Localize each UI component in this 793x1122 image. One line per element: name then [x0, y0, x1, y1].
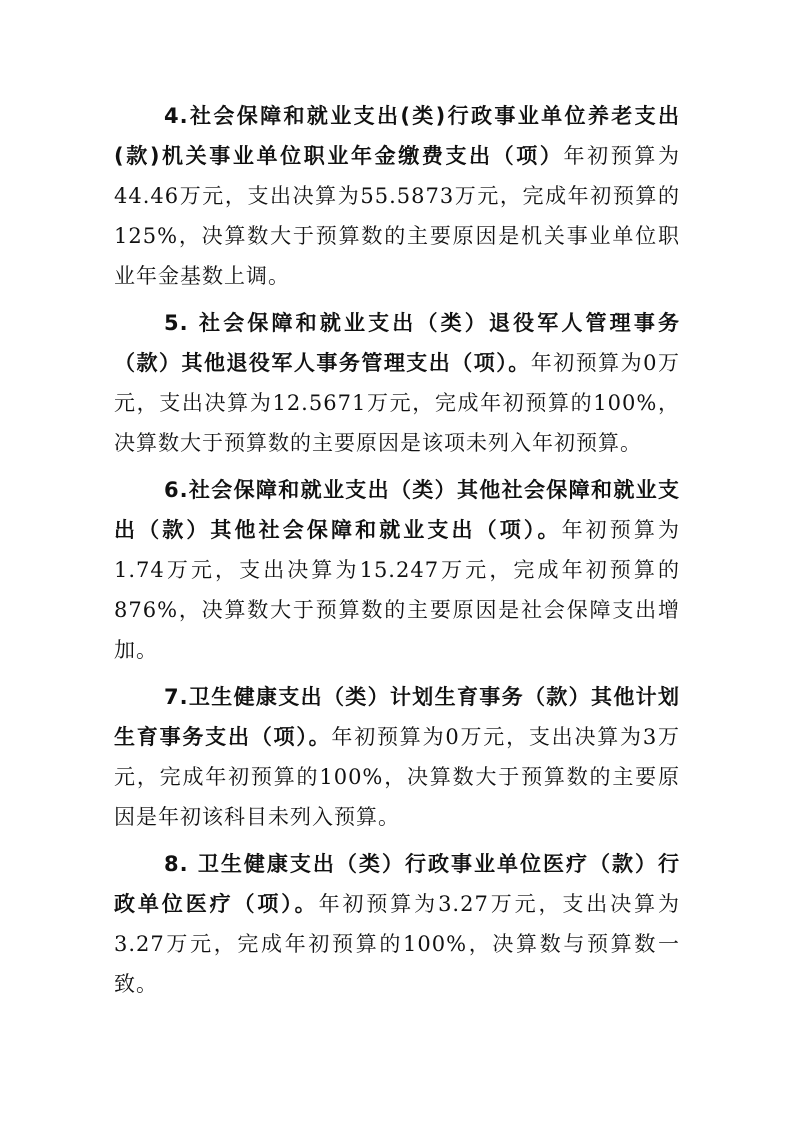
paragraph-item-5: [114, 303, 680, 463]
paragraph-item-7: [114, 677, 680, 837]
paragraph-heading: 7.卫生健康支出（类）计划生育事务（款）其他计划生育事务支出（项）。: [114, 685, 680, 749]
paragraph-item-4: [114, 96, 680, 296]
paragraph-body: 年初预算为1.74万元，支出决算为15.247万元，完成年初预算的876%，决算数大于预算数的主要原因是社会保障支出增加。: [114, 518, 681, 662]
paragraph-item-6: [114, 470, 680, 670]
paragraph-body: 年初预算为0万元，支出决算为3万元，完成年初预算的100%，决算数大于预算数的主要原因是年初该科目未列入预算。: [114, 725, 680, 829]
paragraph-heading: 5. 社会保障和就业支出（类）退役军人管理事务（款）其他退役军人事务管理支出（项）。: [114, 311, 680, 375]
paragraph-body: 年初预算为44.46万元，支出决算为55.5873万元，完成年初预算的125%，决算数大于预算数的主要原因是机关事业单位职业年金基数上调。: [114, 144, 680, 288]
paragraph-heading: 4.社会保障和就业支出(类)行政事业单位养老支出(款)机关事业单位职业年金缴费支出（项）: [114, 104, 680, 168]
paragraph-body: 年初预算为3.27万元，支出决算为3.27万元，完成年初预算的100%，决算数与预算数一致。: [114, 892, 680, 996]
document-page: [114, 96, 680, 1011]
paragraph-body: 年初预算为0万元，支出决算为12.5671万元，完成年初预算的100%，决算数大于预算数的主要原因是该项未列入年初预算。: [114, 351, 680, 455]
paragraph-item-8: [114, 844, 680, 1004]
paragraph-heading: 8. 卫生健康支出（类）行政事业单位医疗（款）行政单位医疗（项）。: [114, 852, 680, 916]
paragraph-heading: 6.社会保障和就业支出（类）其他社会保障和就业支出（款）其他社会保障和就业支出（项）。: [114, 478, 680, 542]
